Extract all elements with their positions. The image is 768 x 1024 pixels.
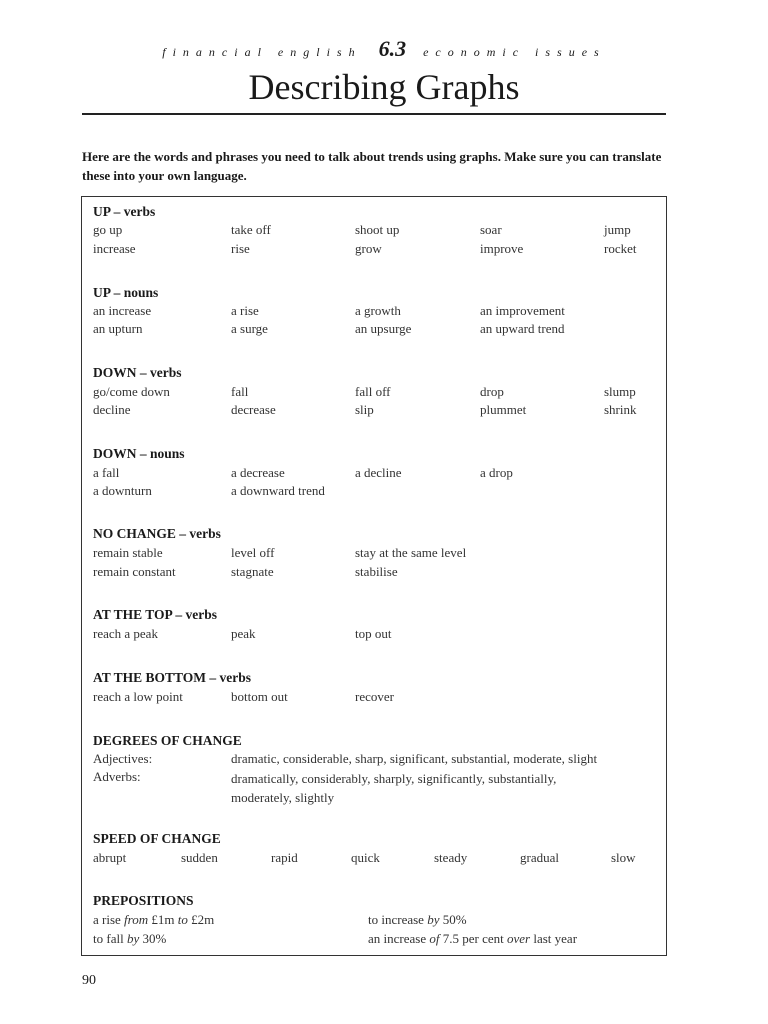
word: stay at the same level	[355, 545, 467, 560]
word: a growth	[355, 303, 401, 318]
word: reach a peak	[93, 626, 158, 641]
header-right: economic issues	[423, 45, 606, 59]
word: slip	[355, 402, 374, 417]
title-rule	[82, 113, 666, 115]
word: top out	[355, 626, 392, 641]
page-title: Describing Graphs	[248, 67, 520, 107]
section-title-speed: SPEED OF CHANGE	[93, 831, 221, 846]
adverbs-label: Adverbs:	[93, 769, 141, 784]
word: go up	[93, 222, 123, 237]
word: sudden	[181, 850, 218, 865]
preposition-example: to increase by 50%	[368, 912, 467, 927]
page-number: 90	[82, 973, 96, 988]
word: a rise	[231, 303, 259, 318]
word: an improvement	[480, 303, 565, 318]
word: an upward trend	[480, 321, 565, 336]
word: remain constant	[93, 564, 176, 579]
section-title-degrees: DEGREES OF CHANGE	[93, 733, 242, 748]
preposition-example: a rise from £1m to £2m	[93, 912, 215, 927]
word: quick	[351, 850, 380, 865]
word: bottom out	[231, 689, 288, 704]
word: level off	[231, 545, 275, 560]
adjectives-list: dramatic, considerable, sharp, significant, substantial, moderate, slight	[231, 751, 598, 766]
preposition-example: to fall by 30%	[93, 931, 167, 946]
word: increase	[93, 241, 136, 256]
section-title-up-verbs: UP – verbs	[93, 204, 156, 219]
header-number: 6.3	[378, 36, 407, 61]
word: a drop	[480, 465, 513, 480]
word: grow	[355, 241, 382, 256]
section-title-at-top: AT THE TOP – verbs	[93, 607, 218, 622]
word: improve	[480, 241, 524, 256]
word: rocket	[604, 241, 637, 256]
word: steady	[434, 850, 468, 865]
word: an upturn	[93, 321, 143, 336]
word: a surge	[231, 321, 268, 336]
word: fall off	[355, 384, 391, 399]
word: jump	[604, 222, 631, 237]
word: shrink	[604, 402, 637, 417]
word: decline	[93, 402, 131, 417]
word: recover	[355, 689, 394, 704]
word: soar	[480, 222, 502, 237]
preposition-example: an increase of 7.5 per cent over last year	[368, 931, 578, 946]
section-title-prepositions: PREPOSITIONS	[93, 893, 194, 908]
word: an upsurge	[355, 321, 412, 336]
word: peak	[231, 626, 256, 641]
word: plummet	[480, 402, 527, 417]
word: remain stable	[93, 545, 163, 560]
word: stagnate	[231, 564, 274, 579]
word: fall	[231, 384, 249, 399]
word: slow	[611, 850, 636, 865]
word: reach a low point	[93, 689, 183, 704]
word: a decline	[355, 465, 402, 480]
adverbs-list: dramatically, considerably, sharply, significantly, substantially, moderately, slightly	[231, 771, 557, 805]
word: abrupt	[93, 850, 127, 865]
intro-paragraph: Here are the words and phrases you need to talk about trends using graphs. Make sure you can translate these into your own language.	[82, 149, 662, 183]
word: decrease	[231, 402, 276, 417]
word: go/come down	[93, 384, 170, 399]
adjectives-label: Adjectives:	[93, 751, 153, 766]
word: a downturn	[93, 483, 152, 498]
section-title-down-nouns: DOWN – nouns	[93, 446, 185, 461]
section-title-no-change: NO CHANGE – verbs	[93, 526, 221, 541]
word: slump	[604, 384, 636, 399]
section-title-at-bottom: AT THE BOTTOM – verbs	[93, 670, 252, 685]
section-title-up-nouns: UP – nouns	[93, 285, 159, 300]
word: drop	[480, 384, 504, 399]
word: an increase	[93, 303, 152, 318]
word: take off	[231, 222, 271, 237]
word: shoot up	[355, 222, 400, 237]
word: a decrease	[231, 465, 285, 480]
word: gradual	[520, 850, 559, 865]
word: a fall	[93, 465, 120, 480]
running-header	[0, 36, 768, 62]
word: rise	[231, 241, 250, 256]
section-title-down-verbs: DOWN – verbs	[93, 365, 182, 380]
word: rapid	[271, 850, 298, 865]
word: stabilise	[355, 564, 398, 579]
header-left: financial english	[162, 45, 362, 59]
word: a downward trend	[231, 483, 325, 498]
